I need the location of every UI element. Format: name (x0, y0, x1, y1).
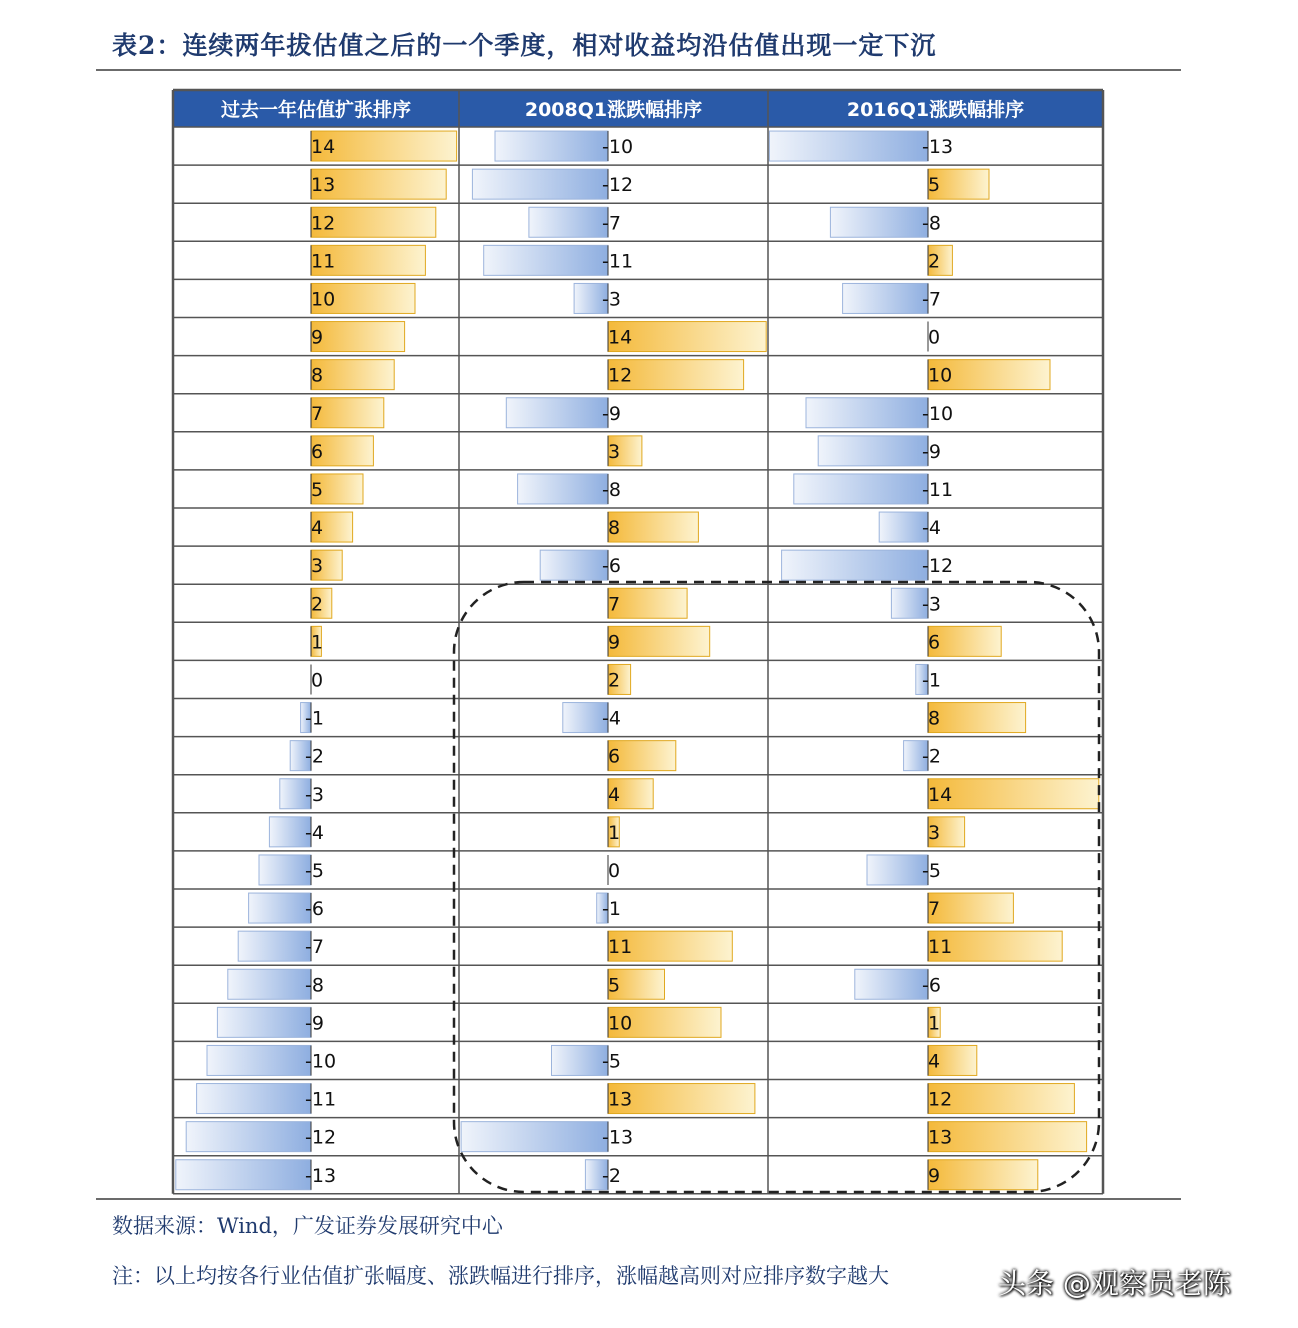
bar-3-row-28 (928, 1160, 1038, 1190)
value-label-1-row-9: 6 (311, 440, 324, 463)
value-label-2-row-20: 0 (608, 859, 621, 882)
bar-2-row-12 (540, 550, 608, 580)
bar-3-row-20 (867, 855, 928, 885)
value-label-3-row-14: 6 (928, 631, 941, 654)
value-label-2-row-11: 8 (608, 517, 621, 540)
bar-3-row-16 (928, 703, 1026, 733)
value-label-3-row-11: -4 (922, 517, 941, 540)
value-label-2-row-3: -7 (602, 212, 621, 235)
value-label-2-row-12: -6 (602, 555, 621, 578)
table-header (173, 90, 1103, 127)
bar-3-row-5 (843, 283, 928, 313)
value-label-1-row-11: 4 (311, 517, 324, 540)
value-label-3-row-21: 7 (928, 898, 941, 921)
value-label-2-row-4: -11 (602, 250, 634, 273)
value-label-2-row-15: 2 (608, 669, 621, 692)
value-label-1-row-16: -1 (305, 707, 324, 730)
value-label-1-row-12: 3 (311, 555, 324, 578)
value-label-3-row-18: 14 (928, 783, 953, 806)
value-label-1-row-25: -10 (305, 1050, 337, 1073)
value-label-3-row-24: 1 (928, 1012, 941, 1035)
bar-1-row-28 (176, 1160, 311, 1190)
column-header-1: 过去一年估值扩张排序 (220, 99, 412, 121)
value-label-2-row-14: 9 (608, 631, 621, 654)
value-label-1-row-20: -5 (305, 859, 324, 882)
value-label-1-row-1: 14 (311, 136, 336, 159)
bar-3-row-18 (928, 779, 1099, 809)
value-label-3-row-12: -12 (922, 555, 954, 578)
bar-2-row-4 (484, 245, 608, 275)
value-label-3-row-17: -2 (922, 745, 941, 768)
value-label-1-row-21: -6 (305, 898, 324, 921)
value-label-3-row-15: -1 (922, 669, 941, 692)
bar-1-row-6 (311, 322, 405, 352)
value-label-3-row-28: 9 (928, 1164, 941, 1187)
value-label-3-row-13: -3 (922, 593, 941, 616)
value-label-2-row-17: 6 (608, 745, 621, 768)
value-label-3-row-5: -7 (922, 288, 941, 311)
value-label-1-row-10: 5 (311, 478, 324, 501)
source-text: 数据来源：Wind，广发证券发展研究中心 (112, 1214, 503, 1238)
value-label-1-row-14: 1 (311, 631, 324, 654)
column-header-3: 2016Q1涨跌幅排序 (846, 99, 1025, 121)
bar-1-row-23 (228, 969, 311, 999)
bar-2-row-14 (608, 626, 710, 656)
value-label-1-row-27: -12 (305, 1126, 337, 1149)
value-label-2-row-16: -4 (602, 707, 621, 730)
value-label-2-row-7: 12 (608, 364, 633, 387)
value-label-2-row-1: -10 (602, 136, 634, 159)
bar-1-row-20 (259, 855, 311, 885)
column-header-2: 2008Q1涨跌幅排序 (524, 99, 703, 121)
value-label-2-row-25: -5 (602, 1050, 621, 1073)
value-label-1-row-18: -3 (305, 783, 324, 806)
value-label-2-row-23: 5 (608, 974, 621, 997)
value-label-2-row-8: -9 (602, 402, 621, 425)
value-label-3-row-7: 10 (928, 364, 953, 387)
value-label-3-row-19: 3 (928, 821, 941, 844)
bar-1-row-27 (186, 1122, 311, 1152)
bar-3-row-12 (782, 550, 928, 580)
bar-1-row-24 (217, 1007, 311, 1037)
value-label-2-row-27: -13 (602, 1126, 634, 1149)
bar-1-row-22 (238, 931, 311, 961)
value-label-2-row-22: 11 (608, 936, 633, 959)
value-label-2-row-18: 4 (608, 783, 621, 806)
value-label-2-row-19: 1 (608, 821, 621, 844)
value-label-3-row-16: 8 (928, 707, 941, 730)
value-label-2-row-6: 14 (608, 326, 633, 349)
value-label-2-row-2: -12 (602, 174, 634, 197)
bar-1-row-25 (207, 1045, 311, 1075)
bar-1-row-26 (197, 1084, 311, 1114)
bar-2-row-3 (529, 207, 608, 237)
bar-2-row-25 (552, 1045, 609, 1075)
value-label-3-row-23: -6 (922, 974, 941, 997)
bar-3-row-9 (818, 436, 928, 466)
value-label-2-row-9: 3 (608, 440, 621, 463)
value-label-3-row-3: -8 (922, 212, 941, 235)
value-label-3-row-2: 5 (928, 174, 941, 197)
note-text: 注：以上均按各行业估值扩张幅度、涨跌幅进行排序，涨幅越高则对应排序数字越大 (112, 1264, 889, 1288)
value-label-3-row-26: 12 (928, 1088, 953, 1111)
value-label-1-row-7: 8 (311, 364, 324, 387)
value-label-1-row-28: -13 (305, 1164, 337, 1187)
bar-2-row-2 (472, 169, 608, 199)
value-label-1-row-6: 9 (311, 326, 324, 349)
value-label-1-row-8: 7 (311, 402, 324, 425)
value-label-3-row-8: -10 (922, 402, 954, 425)
bar-2-row-10 (518, 474, 608, 504)
value-label-1-row-24: -9 (305, 1012, 324, 1035)
value-label-3-row-10: -11 (922, 478, 954, 501)
watermark-text: 头条 @观察员老陈 (998, 1267, 1231, 1300)
bar-1-row-21 (249, 893, 311, 923)
bar-2-row-27 (461, 1122, 608, 1152)
value-label-2-row-24: 10 (608, 1012, 633, 1035)
bar-1-row-7 (311, 360, 394, 390)
value-label-1-row-13: 2 (311, 593, 324, 616)
value-label-3-row-9: -9 (922, 440, 941, 463)
bar-2-row-11 (608, 512, 698, 542)
bar-3-row-11 (879, 512, 928, 542)
value-label-2-row-13: 7 (608, 593, 621, 616)
value-label-1-row-17: -2 (305, 745, 324, 768)
value-label-1-row-26: -11 (305, 1088, 337, 1111)
value-label-2-row-21: -1 (602, 898, 621, 921)
bottom-rule (96, 1198, 1181, 1200)
value-label-3-row-6: 0 (928, 326, 941, 349)
chart-title: 表2：连续两年拔估值之后的一个季度，相对收益均沿估值出现一定下沉 (112, 31, 937, 60)
bar-3-row-23 (855, 969, 928, 999)
bar-3-row-10 (794, 474, 928, 504)
bar-3-row-3 (830, 207, 928, 237)
value-label-1-row-3: 12 (311, 212, 336, 235)
value-label-2-row-10: -8 (602, 478, 621, 501)
value-label-1-row-19: -4 (305, 821, 324, 844)
value-label-3-row-25: 4 (928, 1050, 941, 1073)
bar-2-row-1 (495, 131, 608, 161)
value-label-2-row-28: -2 (602, 1164, 621, 1187)
bar-2-row-8 (506, 398, 608, 428)
value-label-3-row-20: -5 (922, 859, 941, 882)
value-label-2-row-26: 13 (608, 1088, 633, 1111)
bar-3-row-1 (769, 131, 928, 161)
value-label-1-row-5: 10 (311, 288, 336, 311)
value-label-1-row-4: 11 (311, 250, 336, 273)
value-label-1-row-23: -8 (305, 974, 324, 997)
value-label-1-row-2: 13 (311, 174, 336, 197)
value-label-2-row-5: -3 (602, 288, 621, 311)
value-label-3-row-1: -13 (922, 136, 954, 159)
bar-3-row-21 (928, 893, 1013, 923)
value-label-3-row-27: 13 (928, 1126, 953, 1149)
value-label-1-row-15: 0 (311, 669, 324, 692)
value-label-1-row-22: -7 (305, 936, 324, 959)
value-label-3-row-22: 11 (928, 936, 953, 959)
bar-3-row-8 (806, 398, 928, 428)
value-label-3-row-4: 2 (928, 250, 941, 273)
